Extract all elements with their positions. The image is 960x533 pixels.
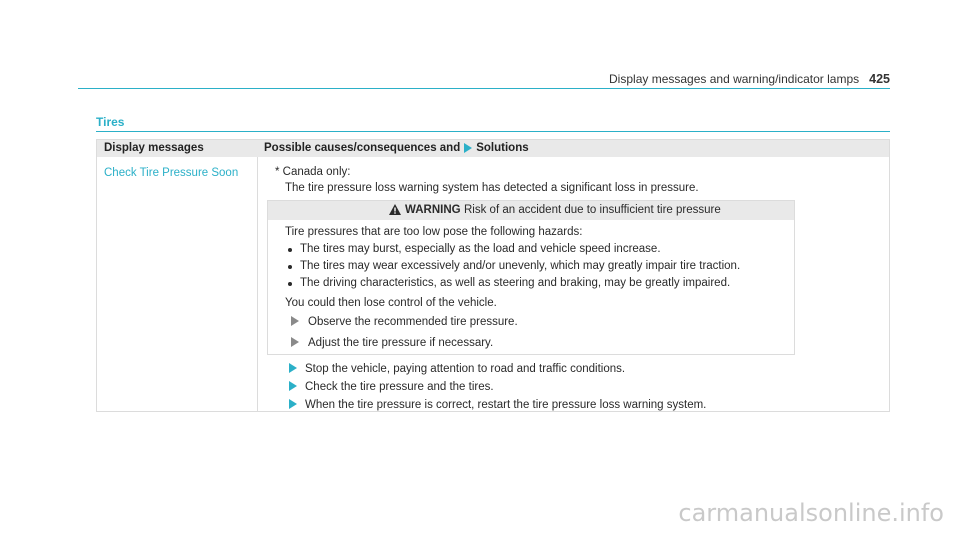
bullet-dot (288, 265, 292, 269)
hazard-item: The driving characteristics, as well as steering and braking, may be greatly impaired. (300, 277, 731, 289)
hazard-item: The tires may wear excessively and/or unevenly, which may greatly impair tire traction. (300, 260, 741, 272)
cause-text: The tire pressure loss warning system has detected a significant loss in pressure. (285, 182, 699, 194)
column-divider (257, 157, 258, 411)
col-header-causes (264, 142, 529, 154)
warning-step: Adjust the tire pressure if necessary. (308, 337, 494, 349)
bullet-dot (288, 282, 292, 286)
canada-note: * Canada only: (275, 166, 351, 178)
col-header-solutions-text: Solutions (476, 142, 529, 154)
section-title: Tires (96, 115, 125, 129)
col-header-causes-text: Possible causes/consequences and (264, 142, 461, 154)
page-number: 425 (869, 72, 890, 86)
solutions-arrow-icon (464, 143, 472, 153)
warning-step: Observe the recommended tire pressure. (308, 316, 518, 328)
section-rule (96, 131, 890, 132)
warning-label: WARNING (405, 204, 461, 216)
solution-arrow-icon (289, 381, 297, 394)
page-header (609, 72, 890, 86)
solution-step: When the tire pressure is correct, restart the tire pressure loss warning system. (305, 399, 707, 411)
header-rule (78, 88, 890, 89)
step-arrow-icon (291, 316, 299, 329)
solution-step: Check the tire pressure and the tires. (305, 381, 494, 393)
warning-title: Risk of an accident due to insufficient tire pressure (464, 204, 721, 216)
hazard-item: The tires may burst, especially as the load and vehicle speed increase. (300, 243, 661, 255)
watermark: carmanualsonline.info (678, 499, 944, 527)
messages-table (96, 139, 890, 412)
table-header (97, 140, 889, 157)
warning-consequence: You could then lose control of the vehicle. (285, 297, 497, 309)
warning-triangle-icon (389, 204, 401, 215)
solution-step: Stop the vehicle, paying attention to road and traffic conditions. (305, 363, 626, 375)
warning-box (267, 200, 795, 355)
col-header-display-messages: Display messages (104, 142, 204, 154)
solution-arrow-icon (289, 399, 297, 412)
display-message: Check Tire Pressure Soon (104, 167, 239, 179)
bullet-dot (288, 248, 292, 252)
header-section-title: Display messages and warning/indicator lamps (609, 72, 860, 86)
solution-arrow-icon (289, 363, 297, 376)
step-arrow-icon (291, 337, 299, 350)
warning-header (268, 201, 794, 220)
warning-intro: Tire pressures that are too low pose the following hazards: (285, 226, 583, 238)
